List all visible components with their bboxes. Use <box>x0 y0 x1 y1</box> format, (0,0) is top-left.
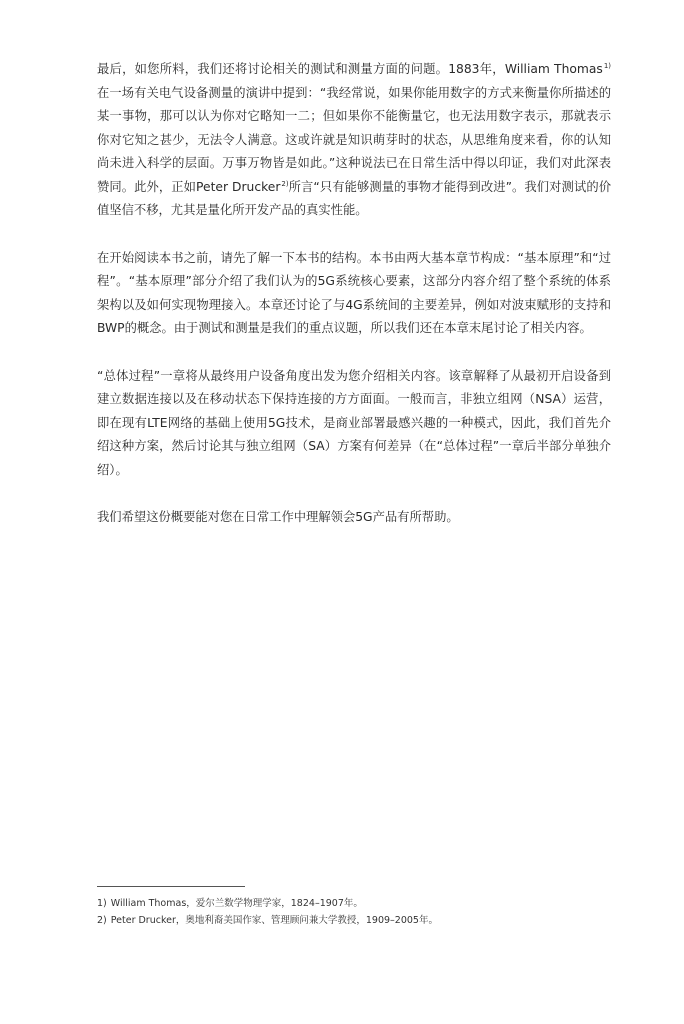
paragraph-closing: 我们希望这份概要能对您在日常工作中理解领会5G产品有所帮助。 <box>97 510 459 524</box>
footnote-ref-1: 1) <box>603 62 611 70</box>
paragraph-intro-part2: 在一场有关电气设备测量的演讲中提到：“我经常说，如果你能用数字的方式来衡量你所描述的某一事物，那可以认为你对它略知一二；但如果你不能衡量它，也无法用数字表示，那就表示你对它知之甚少，无法令人满意。这或许就是知识萌芽时的状态，从思维角度来看，你的认知尚未进入科学的层面。万事万物皆是如此。”这种说法已在日常生活中得以印证，我们对此深表赞同。此外，正如Peter Drucker <box>97 85 611 194</box>
footnote-2-text: Peter Drucker，奥地利裔美国作家、管理顾问兼大学教授，1909–2005年。 <box>110 915 438 926</box>
footnote-1 <box>97 895 611 912</box>
paragraph-structure: 在开始阅读本书之前，请先了解一下本书的结构。本书由两大基本章节构成：“基本原理”和“过程”。“基本原理”部分介绍了我们认为的5G系统核心要素，这部分内容介绍了整个系统的体系架构以及如何实现物理接入。本章还讨论了与4G系统间的主要差异，例如对波束赋形的支持和BWP的概念。由于测试和测量是我们的重点议题，所以我们还在本章末尾讨论了相关内容。 <box>97 250 611 335</box>
footnote-2 <box>97 912 611 929</box>
footnote-1-number: 1) <box>97 898 107 909</box>
footnote-1-text: William Thomas，爱尔兰数学物理学家，1824–1907年。 <box>110 898 363 909</box>
paragraph-intro-part1: 最后，如您所料，我们还将讨论相关的测试和测量方面的问题。1883年，William Thomas <box>97 62 603 76</box>
paragraph-intro-part3: 所言“只有能够测量的事物才能得到改进”。我们对测试的价值坚信不移，尤其是量化所开发产品的真实性能。 <box>97 179 611 217</box>
footnote-divider <box>97 886 245 887</box>
paragraph-overall-process: “总体过程”一章将从最终用户设备角度出发为您介绍相关内容。该章解释了从最初开启设备到建立数据连接以及在移动状态下保持连接的方方面面。一般而言，非独立组网（NSA）运营，即在现有LTE网络的基础上使用5G技术，是商业部署最感兴趣的一种模式，因此，我们首先介绍这种方案，然后讨论其与独立组网（SA）方案有何差异（在“总体过程”一章后半部分单独介绍）。 <box>97 368 611 477</box>
footnotes <box>97 886 611 929</box>
footnote-ref-2: 2) <box>281 179 289 188</box>
footnote-2-number: 2) <box>97 915 107 926</box>
main-text <box>97 58 611 554</box>
paragraph-intro <box>97 58 611 223</box>
